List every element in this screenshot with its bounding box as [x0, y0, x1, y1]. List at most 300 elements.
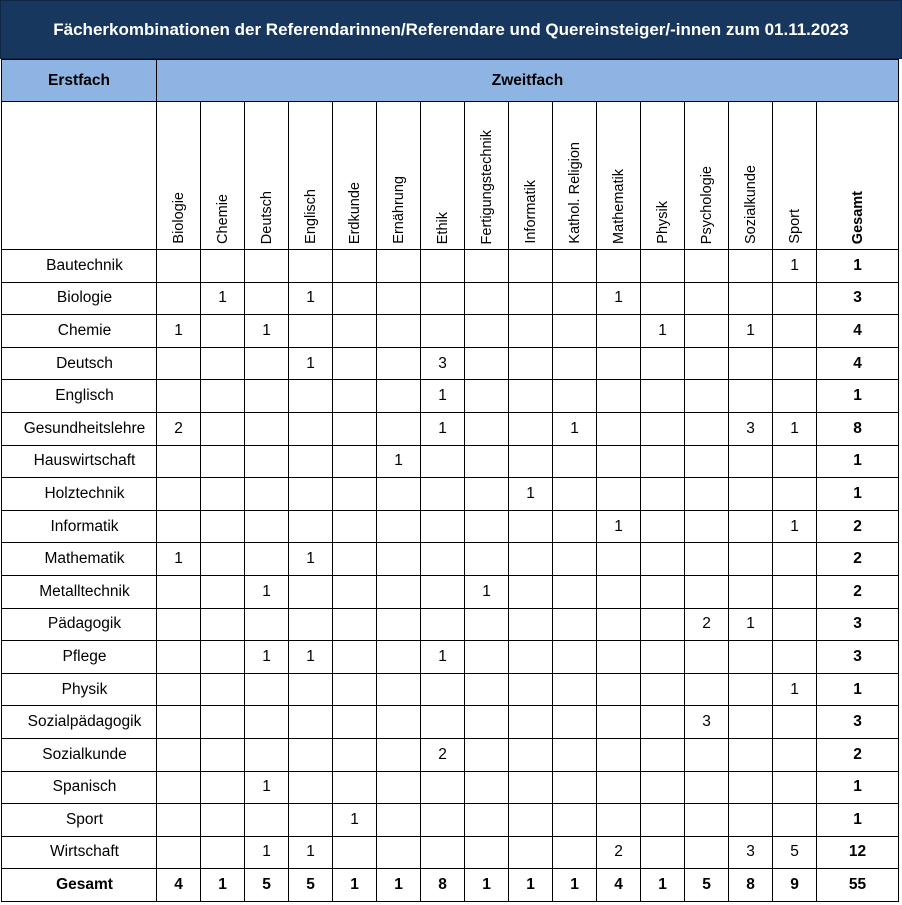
table-cell — [377, 282, 421, 315]
table-cell: 3 — [685, 706, 729, 739]
table-cell: 3 — [421, 347, 465, 380]
column-header-label: Ethik — [434, 211, 451, 244]
table-cell — [333, 282, 377, 315]
table-cell — [245, 543, 289, 576]
column-header-cell — [553, 102, 597, 250]
column-header-label: Sozialkunde — [742, 165, 759, 244]
table-cell — [553, 608, 597, 641]
table-cell — [729, 250, 773, 283]
row-total-cell: 1 — [817, 804, 899, 837]
table-cell — [421, 673, 465, 706]
table-cell — [465, 282, 509, 315]
table-cell — [421, 315, 465, 348]
table-row — [2, 250, 899, 283]
table-cell: 1 — [773, 412, 817, 445]
table-row — [2, 347, 899, 380]
table-cell — [773, 315, 817, 348]
table-cell: 1 — [773, 510, 817, 543]
table-cell — [641, 608, 685, 641]
table-cell — [553, 445, 597, 478]
table-cell — [773, 380, 817, 413]
column-header-cell — [333, 102, 377, 250]
column-header-cell — [685, 102, 729, 250]
table-cell — [553, 706, 597, 739]
table-cell — [729, 771, 773, 804]
table-cell — [465, 412, 509, 445]
table-cell — [377, 836, 421, 869]
table-cell — [597, 706, 641, 739]
table-cell — [553, 347, 597, 380]
column-header-label: Kathol. Religion — [566, 142, 583, 244]
table-cell — [685, 412, 729, 445]
column-header-label: Biologie — [170, 192, 187, 244]
table-cell — [597, 804, 641, 837]
table-cell — [289, 738, 333, 771]
row-total-cell: 3 — [817, 608, 899, 641]
table-cell — [641, 478, 685, 511]
table-cell — [553, 836, 597, 869]
table-cell — [333, 738, 377, 771]
table-cell — [289, 380, 333, 413]
column-header-label: Sport — [786, 209, 803, 244]
table-cell: 1 — [377, 445, 421, 478]
table-cell — [685, 543, 729, 576]
row-label: Sport — [2, 804, 157, 837]
column-header-label: Informatik — [522, 180, 539, 244]
row-total-cell: 3 — [817, 282, 899, 315]
table-cell — [465, 478, 509, 511]
table-cell — [685, 771, 729, 804]
table-cell — [333, 347, 377, 380]
table-cell — [377, 347, 421, 380]
column-header-label: Chemie — [214, 194, 231, 244]
table-cell: 5 — [685, 869, 729, 902]
table-cell — [377, 575, 421, 608]
table-cell — [333, 315, 377, 348]
table-cell — [333, 706, 377, 739]
table-cell — [421, 575, 465, 608]
table-cell — [465, 641, 509, 674]
table-cell — [509, 543, 553, 576]
row-total-cell: 8 — [817, 412, 899, 445]
table-cell — [201, 380, 245, 413]
row-label: Pflege — [2, 641, 157, 674]
table-cell — [773, 282, 817, 315]
table-cell — [553, 641, 597, 674]
table-cell — [465, 608, 509, 641]
table-cell — [465, 836, 509, 869]
table-cell: 5 — [289, 869, 333, 902]
table-cell — [201, 804, 245, 837]
table-cell: 1 — [553, 869, 597, 902]
table-cell: 1 — [377, 869, 421, 902]
table-cell — [421, 804, 465, 837]
table-row — [2, 510, 899, 543]
table-cell — [597, 250, 641, 283]
table-cell — [553, 543, 597, 576]
row-label: Sozialkunde — [2, 738, 157, 771]
table-row — [2, 575, 899, 608]
table-cell — [553, 804, 597, 837]
row-total-cell: 2 — [817, 543, 899, 576]
table-cell — [333, 478, 377, 511]
table-cell — [157, 771, 201, 804]
table-row — [2, 282, 899, 315]
table-cell — [597, 771, 641, 804]
table-cell: 1 — [245, 641, 289, 674]
row-label: Informatik — [2, 510, 157, 543]
table-cell — [289, 706, 333, 739]
table-cell — [245, 380, 289, 413]
table-cell — [641, 543, 685, 576]
table-cell: 4 — [597, 869, 641, 902]
table-cell — [245, 673, 289, 706]
table-cell — [641, 641, 685, 674]
column-header-cell — [465, 102, 509, 250]
table-cell — [377, 510, 421, 543]
table-cell — [597, 575, 641, 608]
table-row — [2, 380, 899, 413]
table-cell — [289, 250, 333, 283]
table-cell — [773, 738, 817, 771]
table-cell — [201, 412, 245, 445]
table-cell — [685, 510, 729, 543]
table-cell — [773, 347, 817, 380]
table-cell — [685, 250, 729, 283]
table-cell: 1 — [421, 641, 465, 674]
table-cell: 4 — [157, 869, 201, 902]
table-cell: 1 — [773, 250, 817, 283]
table-cell — [773, 771, 817, 804]
table-cell — [465, 510, 509, 543]
table-cell — [333, 412, 377, 445]
table-cell: 1 — [289, 641, 333, 674]
table-cell — [465, 543, 509, 576]
table-cell — [641, 836, 685, 869]
table-cell: 1 — [245, 575, 289, 608]
table-cell — [597, 347, 641, 380]
table-cell — [333, 836, 377, 869]
row-total-cell: 3 — [817, 641, 899, 674]
table-cell: 2 — [157, 412, 201, 445]
table-cell — [421, 706, 465, 739]
table-cell — [465, 445, 509, 478]
table-cell — [245, 510, 289, 543]
table-cell — [773, 478, 817, 511]
table-cell: 1 — [201, 282, 245, 315]
table-cell: 1 — [289, 282, 333, 315]
row-total-cell: 1 — [817, 673, 899, 706]
table-cell — [157, 575, 201, 608]
table-cell — [729, 738, 773, 771]
table-cell: 1 — [641, 315, 685, 348]
table-cell: 5 — [773, 836, 817, 869]
table-cell — [465, 347, 509, 380]
table-cell — [377, 412, 421, 445]
table-cell: 1 — [465, 575, 509, 608]
table-cell — [641, 706, 685, 739]
table-cell — [289, 412, 333, 445]
table-cell — [377, 608, 421, 641]
row-total-cell: 4 — [817, 315, 899, 348]
table-cell — [729, 706, 773, 739]
column-header-cell — [245, 102, 289, 250]
table-cell — [553, 250, 597, 283]
table-cell — [641, 738, 685, 771]
table-cell — [201, 250, 245, 283]
table-cell: 1 — [597, 282, 641, 315]
table-cell — [509, 738, 553, 771]
table-cell — [641, 673, 685, 706]
row-total-cell: 2 — [817, 575, 899, 608]
table-cell — [729, 445, 773, 478]
table-cell — [465, 804, 509, 837]
row-label: Physik — [2, 673, 157, 706]
table-cell: 1 — [597, 510, 641, 543]
table-cell — [377, 543, 421, 576]
table-cell — [421, 771, 465, 804]
row-label: Englisch — [2, 380, 157, 413]
table-cell — [773, 543, 817, 576]
table-cell — [509, 510, 553, 543]
table-cell — [773, 575, 817, 608]
table-cell — [421, 250, 465, 283]
table-cell — [377, 738, 421, 771]
table-cell — [553, 478, 597, 511]
table-cell — [509, 771, 553, 804]
table-cell — [729, 380, 773, 413]
table-cell — [641, 347, 685, 380]
table-cell: 8 — [729, 869, 773, 902]
table-cell — [509, 641, 553, 674]
table-cell — [641, 575, 685, 608]
table-cell — [641, 250, 685, 283]
table-row — [2, 412, 899, 445]
table-cell — [157, 510, 201, 543]
table-cell — [289, 771, 333, 804]
row-label: Metalltechnik — [2, 575, 157, 608]
table-cell — [685, 641, 729, 674]
table-cell — [597, 673, 641, 706]
table-cell — [157, 380, 201, 413]
group-header-row — [2, 60, 899, 102]
table-cell — [553, 673, 597, 706]
table-cell: 3 — [729, 412, 773, 445]
table-cell: 1 — [245, 315, 289, 348]
row-label: Biologie — [2, 282, 157, 315]
table-cell — [333, 250, 377, 283]
column-header-label: Physik — [654, 201, 671, 244]
table-cell — [377, 804, 421, 837]
table-cell — [729, 641, 773, 674]
table-cell — [201, 445, 245, 478]
column-header-label: Fertigungstechnik — [478, 129, 495, 244]
table-cell: 1 — [553, 412, 597, 445]
row-label: Deutsch — [2, 347, 157, 380]
table-cell — [641, 380, 685, 413]
table-cell: 1 — [729, 315, 773, 348]
table-cell — [377, 380, 421, 413]
table-cell — [729, 510, 773, 543]
table-cell: 1 — [201, 869, 245, 902]
combination-table — [1, 59, 899, 902]
table-cell — [465, 673, 509, 706]
table-cell — [553, 575, 597, 608]
table-cell — [685, 478, 729, 511]
table-cell — [685, 836, 729, 869]
table-cell: 1 — [289, 347, 333, 380]
table-cell — [201, 575, 245, 608]
erstfach-header: Erstfach — [2, 60, 157, 102]
column-header-label: Englisch — [302, 189, 319, 244]
table-cell: 1 — [333, 869, 377, 902]
empty-corner-cell — [2, 102, 157, 250]
column-header-cell — [377, 102, 421, 250]
table-cell — [641, 510, 685, 543]
table-cell — [465, 315, 509, 348]
table-cell — [201, 836, 245, 869]
table-cell — [201, 543, 245, 576]
table-row — [2, 673, 899, 706]
column-header-cell — [157, 102, 201, 250]
table-cell — [201, 510, 245, 543]
table-cell: 1 — [509, 478, 553, 511]
row-label: Wirtschaft — [2, 836, 157, 869]
column-header-cell — [817, 102, 899, 250]
column-header-cell — [201, 102, 245, 250]
table-cell — [289, 478, 333, 511]
table-cell: 1 — [421, 380, 465, 413]
column-header-label: Erdkunde — [346, 181, 363, 244]
table-cell — [289, 673, 333, 706]
table-cell — [421, 510, 465, 543]
table-cell — [157, 641, 201, 674]
table-cell — [597, 380, 641, 413]
table-cell — [465, 738, 509, 771]
table-cell — [421, 836, 465, 869]
table-cell — [289, 608, 333, 641]
table-cell: 1 — [421, 412, 465, 445]
table-cell — [201, 315, 245, 348]
table-cell: 8 — [421, 869, 465, 902]
table-row — [2, 478, 899, 511]
row-total-cell: 2 — [817, 510, 899, 543]
row-total-cell: 1 — [817, 445, 899, 478]
table-row — [2, 836, 899, 869]
table-cell — [729, 804, 773, 837]
table-cell — [509, 315, 553, 348]
table-cell — [421, 543, 465, 576]
table-cell — [377, 250, 421, 283]
table-row — [2, 641, 899, 674]
table-cell — [685, 380, 729, 413]
row-total-cell: 12 — [817, 836, 899, 869]
table-cell — [597, 738, 641, 771]
column-header-label: Psychologie — [698, 165, 715, 244]
row-label: Pädagogik — [2, 608, 157, 641]
table-cell — [377, 706, 421, 739]
table-cell — [333, 641, 377, 674]
table-cell — [201, 478, 245, 511]
table-cell — [289, 510, 333, 543]
table-cell — [553, 771, 597, 804]
table-cell — [157, 706, 201, 739]
table-cell — [509, 282, 553, 315]
table-cell — [333, 543, 377, 576]
table-cell — [201, 706, 245, 739]
column-header-label: Gesamt — [849, 190, 866, 244]
table-row — [2, 771, 899, 804]
table-row — [2, 315, 899, 348]
column-header-cell — [773, 102, 817, 250]
column-header-cell — [597, 102, 641, 250]
table-cell — [553, 315, 597, 348]
table-cell — [377, 478, 421, 511]
table-cell — [597, 412, 641, 445]
table-cell: 5 — [245, 869, 289, 902]
table-cell — [377, 771, 421, 804]
table-cell — [509, 347, 553, 380]
table-cell — [773, 804, 817, 837]
table-cell — [509, 804, 553, 837]
table-cell — [509, 412, 553, 445]
row-label: Hauswirtschaft — [2, 445, 157, 478]
table-cell — [729, 543, 773, 576]
row-total-cell: 4 — [817, 347, 899, 380]
table-row — [2, 804, 899, 837]
row-label: Sozialpädagogik — [2, 706, 157, 739]
table-row — [2, 543, 899, 576]
table-cell — [729, 347, 773, 380]
row-label: Gesundheitslehre — [2, 412, 157, 445]
table-cell — [465, 250, 509, 283]
table-cell — [289, 445, 333, 478]
table-cell — [685, 575, 729, 608]
table-cell: 1 — [509, 869, 553, 902]
column-header-row — [2, 102, 899, 250]
table-cell — [465, 380, 509, 413]
table-cell — [157, 608, 201, 641]
table-cell — [245, 738, 289, 771]
table-cell — [641, 445, 685, 478]
table-cell — [157, 282, 201, 315]
table-cell — [421, 282, 465, 315]
table-row — [2, 706, 899, 739]
table-cell — [509, 836, 553, 869]
table-cell — [157, 738, 201, 771]
table-cell — [245, 347, 289, 380]
table-cell — [201, 673, 245, 706]
table-cell — [245, 478, 289, 511]
table-cell — [509, 250, 553, 283]
table-cell — [377, 673, 421, 706]
table-cell — [773, 608, 817, 641]
table-cell — [201, 347, 245, 380]
table-cell — [157, 445, 201, 478]
table-cell — [729, 575, 773, 608]
table-cell — [157, 250, 201, 283]
table-cell — [597, 445, 641, 478]
table-cell — [333, 575, 377, 608]
table-cell — [641, 771, 685, 804]
table-cell — [157, 836, 201, 869]
row-label: Spanisch — [2, 771, 157, 804]
table-cell — [773, 641, 817, 674]
table-cell — [509, 706, 553, 739]
row-total-cell: 1 — [817, 478, 899, 511]
table-cell — [245, 282, 289, 315]
table-cell — [157, 673, 201, 706]
